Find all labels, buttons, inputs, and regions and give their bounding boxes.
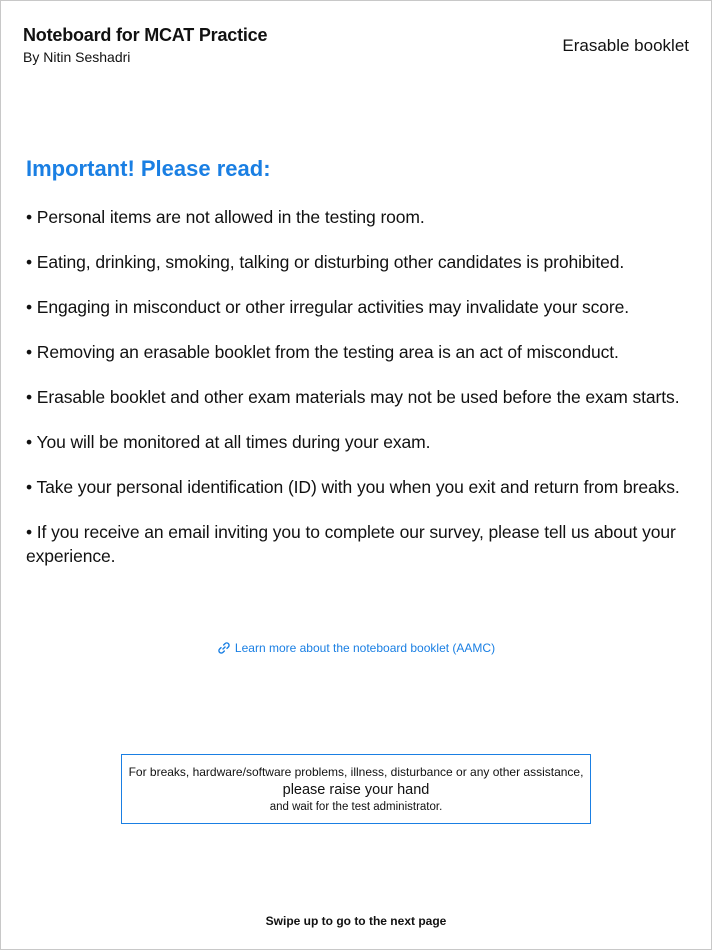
swipe-hint: Swipe up to go to the next page: [265, 914, 447, 928]
rule-identification: • Take your personal identification (ID) with you when you exit and return from breaks.: [26, 477, 680, 497]
learn-more-link[interactable]: [1, 639, 711, 657]
learn-more-label: Learn more about the noteboard booklet (AAMC): [234, 641, 496, 655]
rule-removing-booklet: • Removing an erasable booklet from the testing area is an act of misconduct.: [26, 342, 619, 362]
rule-survey: • If you receive an email inviting you to complete our survey, please tell us about your experience.: [26, 522, 676, 566]
assistance-line-1: For breaks, hardware/software problems, illness, disturbance or any other assistance,: [128, 765, 584, 779]
assistance-line-3: and wait for the test administrator.: [269, 801, 443, 813]
app-header: [23, 23, 267, 67]
app-author: By Nitin Seshadri: [23, 49, 131, 65]
app-title: Noteboard for MCAT Practice: [23, 25, 268, 45]
rule-misconduct: • Engaging in misconduct or other irregular activities may invalidate your score.: [26, 297, 630, 317]
mode-label: Erasable booklet: [562, 36, 689, 55]
rule-eating-drinking: • Eating, drinking, smoking, talking or disturbing other candidates is prohibited.: [26, 252, 625, 272]
rule-monitored: • You will be monitored at all times during your exam.: [26, 432, 431, 452]
rules-list: [26, 205, 691, 589]
assistance-line-2: please raise your hand: [282, 782, 430, 798]
rule-booklet-before-start: • Erasable booklet and other exam materials may not be used before the exam starts.: [26, 387, 680, 407]
link-icon: [217, 641, 231, 655]
assistance-notice: [121, 754, 591, 824]
notice-heading: Important! Please read:: [26, 156, 271, 181]
rule-personal-items: • Personal items are not allowed in the testing room.: [26, 207, 425, 227]
